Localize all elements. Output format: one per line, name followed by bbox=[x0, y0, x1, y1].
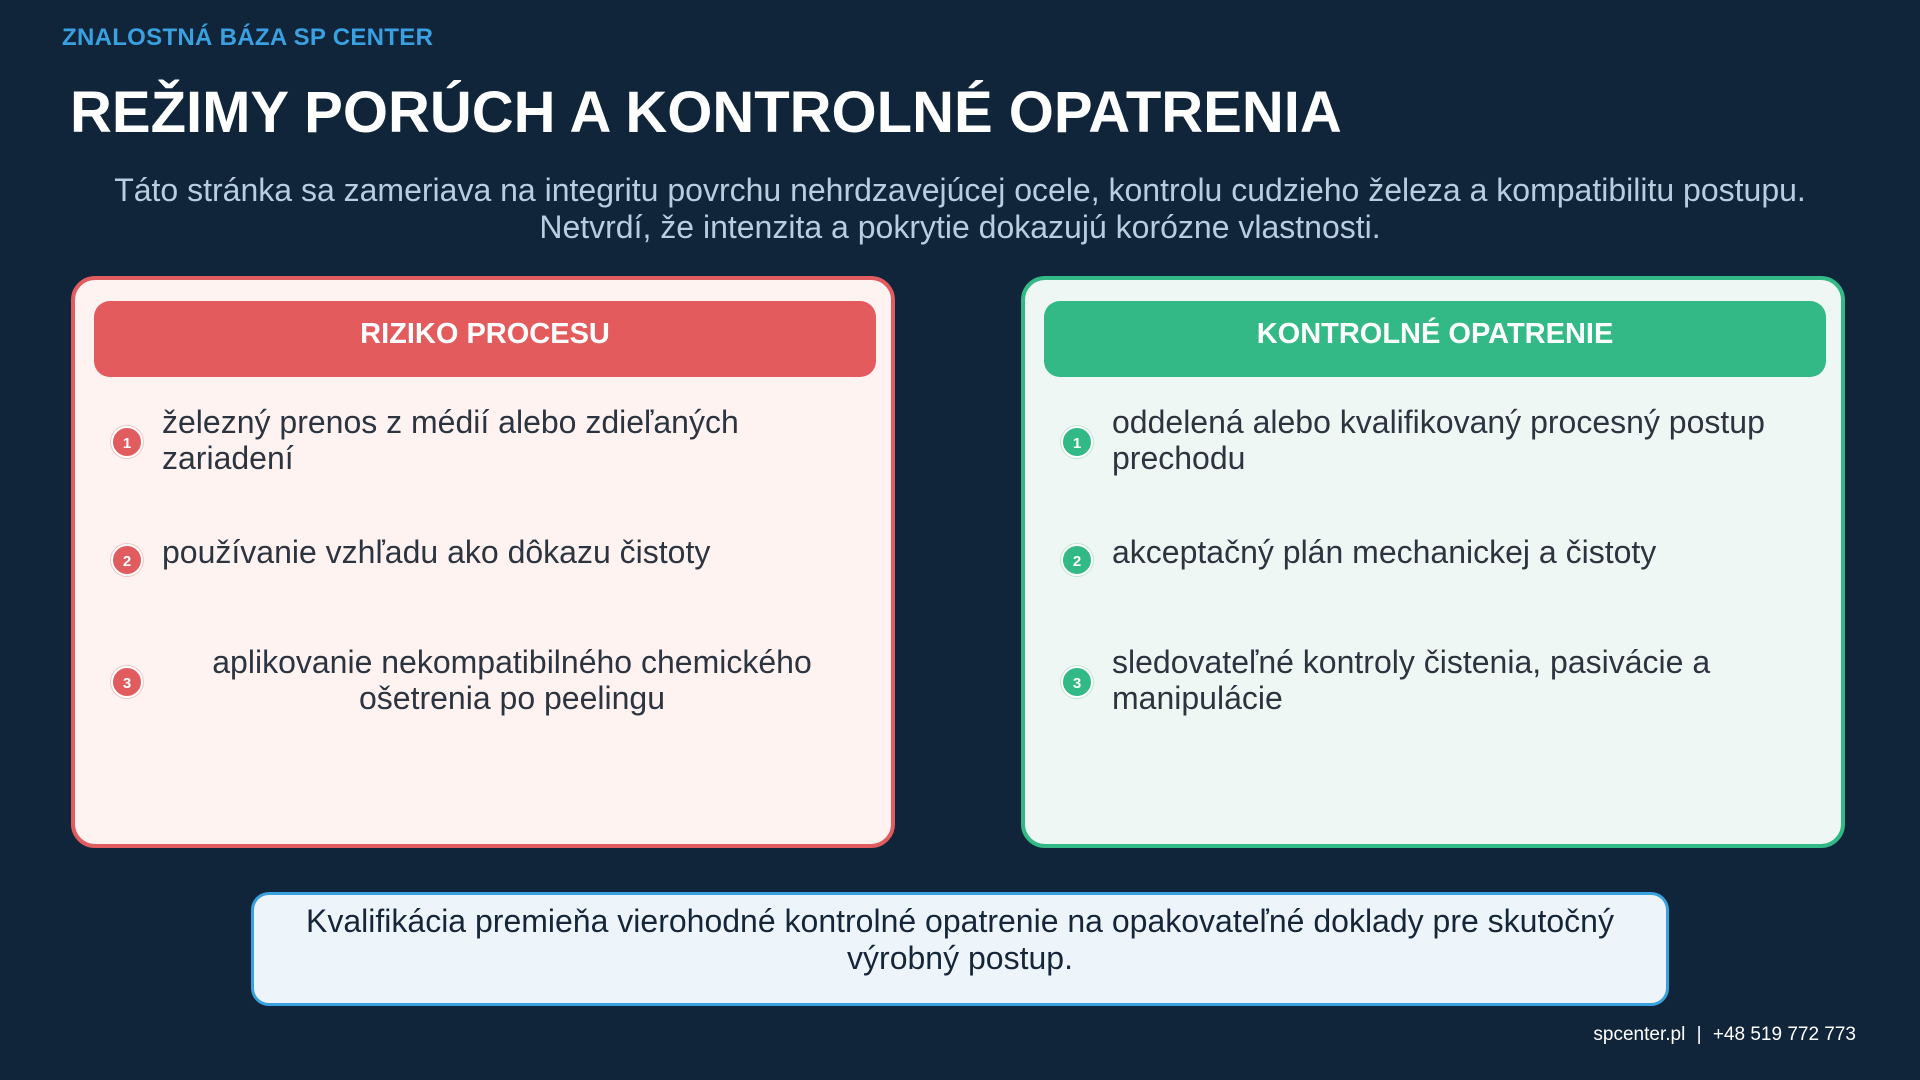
risk-item-text: používanie vzhľadu ako dôkazu čistoty bbox=[162, 534, 711, 570]
footer-separator: | bbox=[1696, 1024, 1702, 1045]
risk-panel bbox=[71, 276, 895, 848]
kicker-label: ZNALOSTNÁ BÁZA SP CENTER bbox=[62, 24, 434, 51]
footer-contact bbox=[1593, 1024, 1856, 1046]
subtitle-line-2: Netvrdí, že intenzita a pokrytie dokazujú korózne vlastnosti. bbox=[539, 209, 1381, 245]
footer-phone[interactable]: +48 519 772 773 bbox=[1712, 1024, 1856, 1045]
number-badge: 3 bbox=[111, 666, 143, 698]
control-item-text: akceptačný plán mechanickej a čistoty bbox=[1112, 534, 1657, 570]
number-badge: 1 bbox=[1061, 426, 1093, 458]
number-badge: 2 bbox=[1061, 544, 1093, 576]
risk-item-text: aplikovanie nekompatibilného chemického ošetrenia po peelingu bbox=[212, 644, 812, 716]
number-badge: 3 bbox=[1061, 666, 1093, 698]
footer-website-link[interactable]: spcenter.pl bbox=[1593, 1024, 1686, 1045]
number-badge: 1 bbox=[111, 426, 143, 458]
page-subtitle bbox=[40, 172, 1880, 246]
page-title: REŽIMY PORÚCH A KONTROLNÉ OPATRENIA bbox=[70, 80, 1342, 145]
summary-note: Kvalifikácia premieňa vierohodné kontrolné opatrenie na opakovateľné doklady pre skutočný výrobný postup. bbox=[251, 892, 1669, 1006]
risk-item-text: železný prenos z médií alebo zdieľaných zariadení bbox=[162, 404, 739, 476]
subtitle-line-1: Táto stránka sa zameriava na integritu povrchu nehrdzavejúcej ocele, kontrolu cudzieho železa a kompatibilitu postupu. bbox=[114, 172, 1806, 208]
control-panel-heading: KONTROLNÉ OPATRENIE bbox=[1044, 301, 1826, 377]
control-item-text: oddelená alebo kvalifikovaný procesný postup prechodu bbox=[1112, 404, 1765, 476]
control-panel bbox=[1021, 276, 1845, 848]
number-badge: 2 bbox=[111, 544, 143, 576]
risk-panel-heading: RIZIKO PROCESU bbox=[94, 301, 876, 377]
control-item-text: sledovateľné kontroly čistenia, pasivácie a manipulácie bbox=[1112, 644, 1711, 716]
